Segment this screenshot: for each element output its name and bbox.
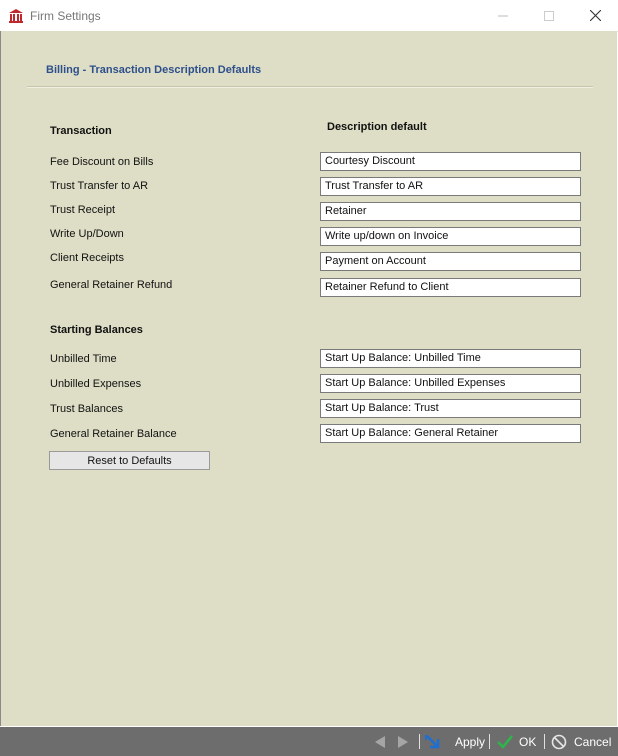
fee-discount-input[interactable] <box>320 152 581 171</box>
label-fee-discount: Fee Discount on Bills <box>50 156 154 168</box>
general-retainer-refund-input[interactable] <box>320 278 581 297</box>
settings-panel <box>1 31 617 726</box>
arrow-left-icon <box>373 735 387 749</box>
unbilled-expenses-input[interactable] <box>320 374 581 393</box>
label-unbilled-time: Unbilled Time <box>50 353 117 365</box>
footer-separator <box>419 734 420 749</box>
title-bar <box>0 0 618 32</box>
section-divider <box>27 86 593 88</box>
label-general-retainer-balance: General Retainer Balance <box>50 428 177 440</box>
close-button[interactable] <box>572 0 618 31</box>
trust-receipt-input[interactable] <box>320 202 581 221</box>
apply-label: Apply <box>455 734 486 749</box>
minimize-button[interactable] <box>480 0 526 31</box>
checkmark-icon <box>496 734 514 750</box>
arrow-right-icon <box>396 735 410 749</box>
label-write-up-down: Write Up/Down <box>50 228 124 240</box>
write-up-down-input[interactable] <box>320 227 581 246</box>
previous-button[interactable] <box>373 727 387 756</box>
trust-transfer-input[interactable] <box>320 177 581 196</box>
app-logo-icon <box>8 8 24 24</box>
cancel-circle-icon <box>551 734 567 750</box>
minimize-icon <box>498 11 508 21</box>
label-trust-transfer: Trust Transfer to AR <box>50 180 149 192</box>
client-receipts-input[interactable] <box>320 252 581 271</box>
apply-button[interactable] <box>425 727 485 756</box>
description-column-header: Description default <box>327 121 427 133</box>
transaction-column-header: Transaction <box>50 125 112 137</box>
apply-arrow-icon <box>425 734 443 750</box>
footer-separator <box>544 734 545 749</box>
reset-to-defaults-button[interactable]: Reset to Defaults <box>49 451 210 470</box>
maximize-icon <box>544 11 554 21</box>
label-client-receipts: Client Receipts <box>50 252 124 264</box>
section-title: Billing - Transaction Description Defaults <box>46 64 262 76</box>
general-retainer-balance-input[interactable] <box>320 424 581 443</box>
cancel-label: Cancel <box>574 734 612 749</box>
label-trust-balances: Trust Balances <box>50 403 123 415</box>
unbilled-time-input[interactable] <box>320 349 581 368</box>
window-title: Firm Settings <box>30 9 101 23</box>
cancel-button[interactable] <box>551 727 611 756</box>
close-icon <box>590 10 601 21</box>
trust-balances-input[interactable] <box>320 399 581 418</box>
ok-label: OK <box>519 734 537 749</box>
maximize-button[interactable] <box>526 0 572 31</box>
label-trust-receipt: Trust Receipt <box>50 204 116 216</box>
ok-button[interactable] <box>496 727 536 756</box>
dialog-footer <box>0 727 618 756</box>
next-button[interactable] <box>396 727 410 756</box>
footer-separator <box>489 734 490 749</box>
starting-balances-heading: Starting Balances <box>50 324 143 336</box>
label-unbilled-expenses: Unbilled Expenses <box>50 378 142 390</box>
label-general-retainer-refund: General Retainer Refund <box>50 279 173 291</box>
